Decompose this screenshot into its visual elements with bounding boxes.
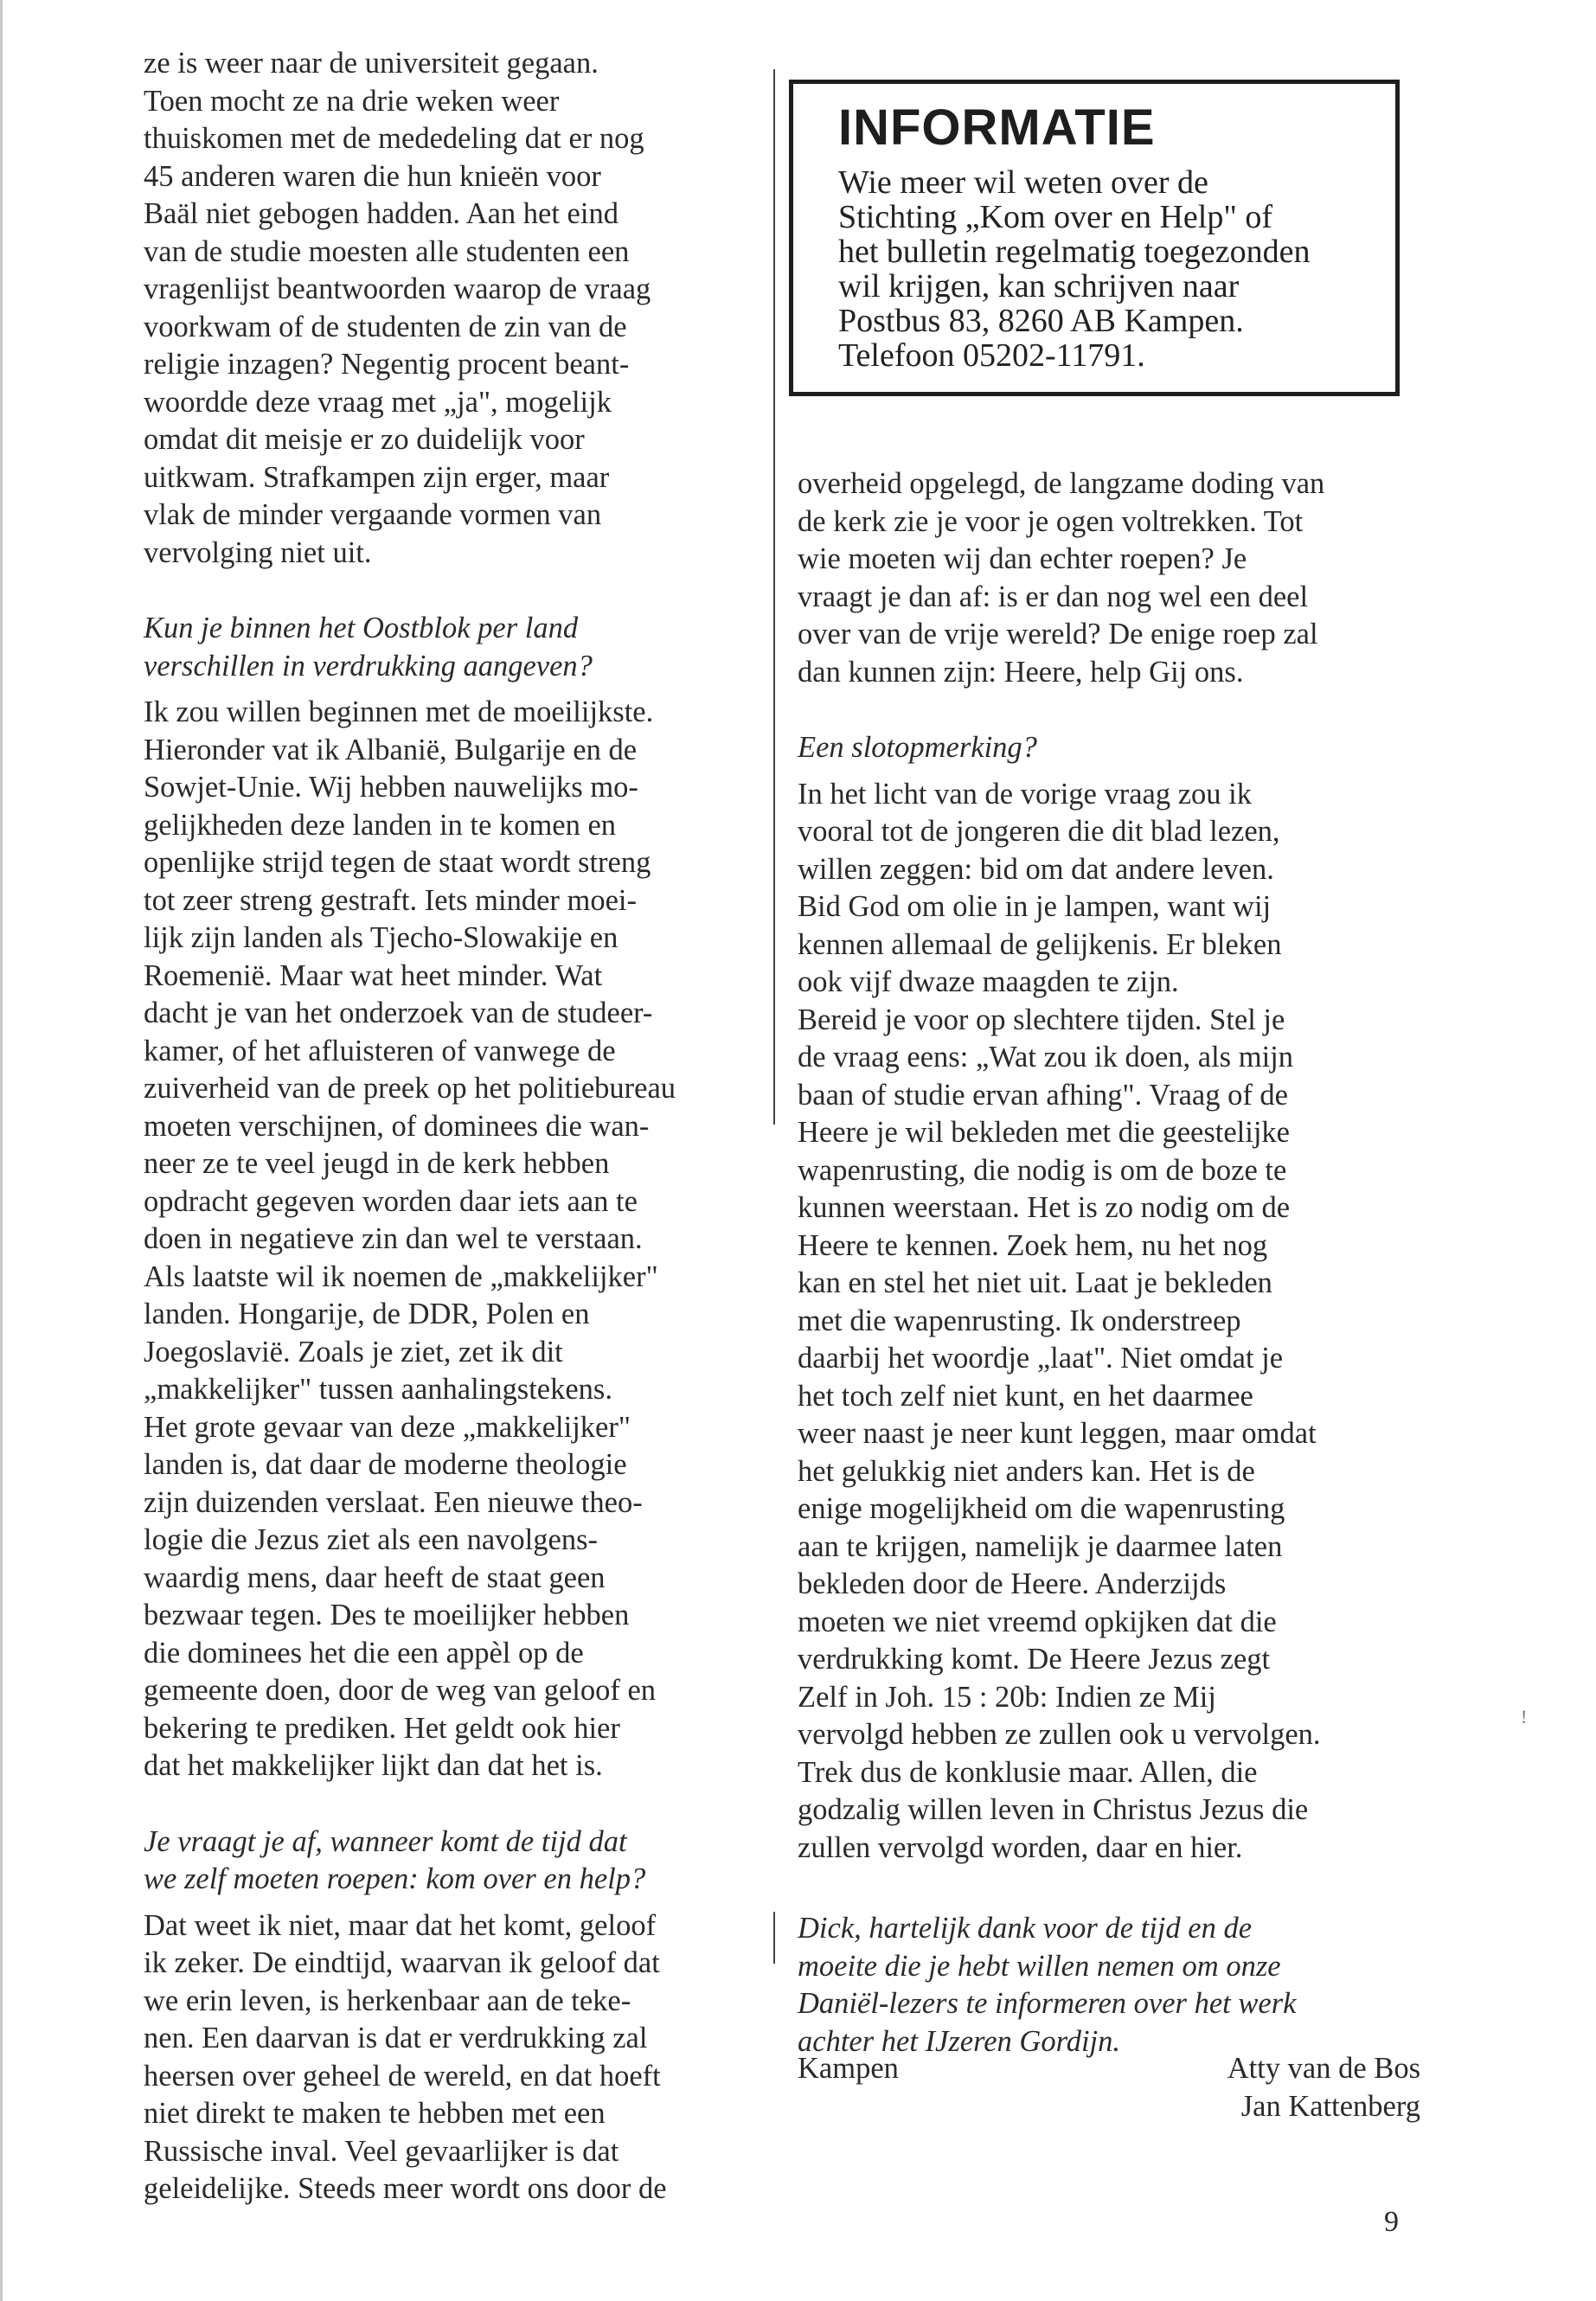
- text-line: Baäl niet gebogen hadden. Aan het eind: [144, 197, 619, 230]
- text-line: moeten we niet vreemd opkijken dat die: [798, 1605, 1277, 1638]
- text-line: we erin leven, is herkenbaar aan de teke-: [144, 1984, 631, 2017]
- text-line: tot zeer streng gestraft. Iets minder moei-: [144, 883, 637, 917]
- text-line: gelijkheden deze landen in te komen en: [144, 808, 617, 842]
- text-line: verdrukking komt. De Heere Jezus zegt: [798, 1643, 1271, 1676]
- text-line: kunnen weerstaan. Het is zo nodig om de: [798, 1191, 1291, 1224]
- text-line: Bereid je voor op slechtere tijden. Stel je: [798, 1003, 1285, 1036]
- question-2: [144, 1823, 751, 1899]
- text-line: voorkwam of de studenten de zin van de: [144, 310, 627, 343]
- text-line: neer ze te veel jeugd in de kerk hebben: [144, 1147, 610, 1180]
- text-line: woordde deze vraag met „ja", mogelijk: [144, 385, 612, 419]
- text-line: zullen vervolgd worden, daar en hier.: [798, 1830, 1243, 1864]
- text-line: Toen mocht ze na drie weken weer: [144, 84, 560, 118]
- signature-name-2: Jan Kattenberg: [1240, 2089, 1420, 2123]
- text-line: geleidelijke. Steeds meer wordt ons door de: [144, 2172, 667, 2205]
- text-line: dan kunnen zijn: Heere, help Gij ons.: [798, 655, 1244, 689]
- text-line: kamer, of het afluisteren of vanwege de: [144, 1034, 616, 1067]
- intro-paragraph: [144, 45, 751, 572]
- text-line: daarbij het woordje „laat". Niet omdat je: [798, 1342, 1284, 1375]
- signature-place: Kampen: [798, 2052, 899, 2085]
- thanks-note: [798, 1910, 1420, 2061]
- text-line: vlak de minder vergaande vormen van: [144, 498, 602, 531]
- text-line: ook vijf dwaze maagden te zijn.: [798, 965, 1179, 998]
- text-line: Kun je binnen het Oostblok per land: [144, 612, 579, 644]
- text-line: landen. Hongarije, de DDR, Polen en: [144, 1298, 590, 1330]
- text-line: vervolging niet uit.: [144, 535, 372, 569]
- text-line: enige mogelijkheid om die wapenrusting: [798, 1492, 1285, 1525]
- text-line: heersen over geheel de wereld, en dat hoeft: [144, 2059, 661, 2093]
- text-line: wie moeten wij dan echter roepen? Je: [798, 542, 1247, 575]
- text-line: kennen allemaal de gelijkenis. Er bleken: [798, 927, 1282, 961]
- text-line: overheid opgelegd, de langzame doding van: [798, 467, 1325, 500]
- text-line: openlijke strijd tegen de staat wordt streng: [144, 846, 651, 879]
- text-line: Stichting „Kom over en Help" of: [838, 199, 1273, 235]
- signature-name-1: Atty van de Bos: [1227, 2052, 1420, 2085]
- text-line: het bulletin regelmatig toegezonden: [838, 234, 1311, 270]
- text-line: Heere je wil bekleden met die geestelijke: [798, 1116, 1290, 1149]
- text-line: niet direkt te maken te hebben met een: [144, 2097, 606, 2130]
- info-body: [838, 165, 1361, 373]
- text-line: willen zeggen: bid om dat andere leven.: [798, 852, 1274, 886]
- text-line: vraagt je dan af: is er dan nog wel een deel: [798, 580, 1309, 613]
- text-line: verschillen in verdrukking aangeven?: [144, 649, 593, 683]
- text-line: Wie meer wil weten over de: [838, 164, 1208, 201]
- text-line: Heere te kennen. Zoek hem, nu het nog: [798, 1228, 1268, 1262]
- text-line: bezwaar tegen. Des te moeilijker hebben: [144, 1599, 630, 1631]
- text-line: Zelf in Joh. 15 : 20b: Indien ze Mij: [798, 1680, 1216, 1714]
- question-3: [798, 729, 1420, 767]
- text-line: vragenlijst beantwoorden waarop de vraag: [144, 272, 651, 305]
- text-line: nen. Een daarvan is dat er verdrukking zal: [144, 2022, 648, 2054]
- text-line: landen is, dat daar de moderne theologie: [144, 1448, 627, 1481]
- text-line: Je vraagt je af, wanneer komt de tijd dat: [144, 1824, 627, 1858]
- text-line: religie inzagen? Negentig procent beant-: [144, 348, 630, 381]
- text-line: waardig mens, daar heeft de staat geen: [144, 1561, 606, 1594]
- text-line: weer naast je neer kunt leggen, maar omdat: [798, 1417, 1317, 1450]
- text-line: vooral tot de jongeren die dit blad lezen,: [798, 815, 1280, 848]
- text-line: Daniël-lezers te informeren over het werk: [798, 1987, 1297, 2020]
- text-line: kan en stel het niet uit. Laat je bekleden: [798, 1266, 1272, 1299]
- text-line: omdat dit meisje er zo duidelijk voor: [144, 423, 585, 456]
- text-line: Een slotopmerking?: [798, 731, 1037, 764]
- text-line: Postbus 83, 8260 AB Kampen.: [838, 303, 1244, 339]
- text-line: Trek dus de konklusie maar. Allen, die: [798, 1755, 1258, 1789]
- scan-edge: [0, 0, 3, 2301]
- signature-names: [1227, 2050, 1420, 2125]
- text-line: dat het makkelijker lijkt dan dat het is.: [144, 1749, 603, 1782]
- text-line: de vraag eens: „Wat zou ik doen, als mijn: [798, 1041, 1293, 1074]
- text-line: wapenrusting, die nodig is om de boze te: [798, 1153, 1287, 1187]
- text-line: het toch zelf niet kunt, en het daarmee: [798, 1379, 1253, 1413]
- info-box: [789, 80, 1400, 396]
- text-line: Dick, hartelijk dank voor de tijd en de: [798, 1912, 1253, 1945]
- text-line: Ik zou willen beginnen met de moeilijkste.: [144, 695, 654, 728]
- text-line: het gelukkig niet anders kan. Het is de: [798, 1454, 1255, 1488]
- text-line: bekering te prediken. Het geldt ook hier: [144, 1711, 620, 1745]
- text-line: godzalig willen leven in Christus Jezus die: [798, 1793, 1309, 1826]
- question-1: [144, 610, 751, 685]
- text-line: die dominees het die een appèl op de: [144, 1636, 584, 1670]
- text-line: zijn duizenden verslaat. Een nieuwe theo-: [144, 1485, 643, 1519]
- text-line: Russische inval. Veel gevaarlijker is dat: [144, 2134, 619, 2168]
- text-line: Roemenië. Maar wat heet minder. Wat: [144, 958, 603, 992]
- text-line: aan te krijgen, namelijk je daarmee laten: [798, 1529, 1283, 1563]
- text-line: met die wapenrusting. Ik onderstreep: [798, 1304, 1241, 1337]
- text-line: wil krijgen, kan schrijven naar: [838, 268, 1240, 304]
- text-line: baan of studie ervan afhing". Vraag of de: [798, 1078, 1288, 1112]
- column-divider: [773, 69, 775, 1125]
- text-line: 45 anderen waren die hun knieën voor: [144, 159, 601, 193]
- text-line: Hieronder vat ik Albanië, Bulgarije en de: [144, 733, 638, 766]
- text-line: „makkelijker" tussen aanhalingstekens.: [144, 1373, 612, 1406]
- text-line: Telefoon 05202-11791.: [838, 337, 1145, 374]
- text-line: doen in negatieve zin dan wel te verstaan.: [144, 1222, 643, 1255]
- text-line: van de studie moesten alle studenten een: [144, 234, 630, 268]
- text-line: lijk zijn landen als Tjecho-Slowakije en: [144, 921, 619, 954]
- text-line: zuiverheid van de preek op het politiebureau: [144, 1072, 676, 1105]
- answer-1: [144, 694, 751, 1785]
- text-line: Als laatste wil ik noemen de „makkelijker": [144, 1259, 658, 1293]
- text-line: Bid God om olie in je lampen, want wij: [798, 890, 1272, 923]
- column-divider-bottom: [773, 1912, 775, 1964]
- text-line: Het grote gevaar van deze „makkelijker": [144, 1410, 631, 1444]
- text-line: bekleden door de Heere. Anderzijds: [798, 1567, 1227, 1600]
- text-line: ze is weer naar de universiteit gegaan.: [144, 47, 599, 80]
- text-line: dacht je van het onderzoek van de studeer-: [144, 997, 653, 1029]
- text-line: we zelf moeten roepen: kom over en help?: [144, 1862, 646, 1895]
- text-line: Joegoslavië. Zoals je ziet, zet ik dit: [144, 1335, 563, 1368]
- left-column: [144, 45, 751, 2208]
- text-line: Dat weet ik niet, maar dat het komt, geloof: [144, 1908, 657, 1942]
- text-line: thuiskomen met de mededeling dat er nog: [144, 122, 644, 155]
- text-line: In het licht van de vorige vraag zou ik: [798, 777, 1252, 811]
- text-line: achter het IJzeren Gordijn.: [798, 2024, 1121, 2058]
- text-line: logie die Jezus ziet als een navolgens-: [144, 1523, 598, 1556]
- text-line: Sowjet-Unie. Wij hebben nauwelijks mo-: [144, 771, 638, 804]
- page-number: 9: [1384, 2206, 1399, 2238]
- right-column: [798, 465, 1420, 2061]
- text-line: opdracht gegeven worden daar iets aan te: [144, 1184, 638, 1218]
- text-line: vervolgd hebben ze zullen ook u vervolgen.: [798, 1718, 1321, 1751]
- text-line: moeten verschijnen, of dominees die wan-: [144, 1109, 650, 1143]
- info-title: INFORMATIE: [838, 99, 1156, 156]
- stray-mark: !: [1521, 1706, 1528, 1727]
- text-line: uitkwam. Strafkampen zijn erger, maar: [144, 460, 610, 494]
- answer-2: [144, 1907, 751, 2208]
- text-line: de kerk zie je voor je ogen voltrekken. Tot: [798, 504, 1304, 538]
- text-line: ik zeker. De eindtijd, waarvan ik geloof dat: [144, 1946, 660, 1979]
- text-line: moeite die je hebt willen nemen om onze: [798, 1949, 1281, 1983]
- text-line: over van de vrije wereld? De enige roep zal: [798, 618, 1318, 651]
- answer-3: [798, 776, 1420, 1868]
- continued-paragraph: [798, 465, 1420, 691]
- text-line: gemeente doen, door de weg van geloof en: [144, 1674, 657, 1707]
